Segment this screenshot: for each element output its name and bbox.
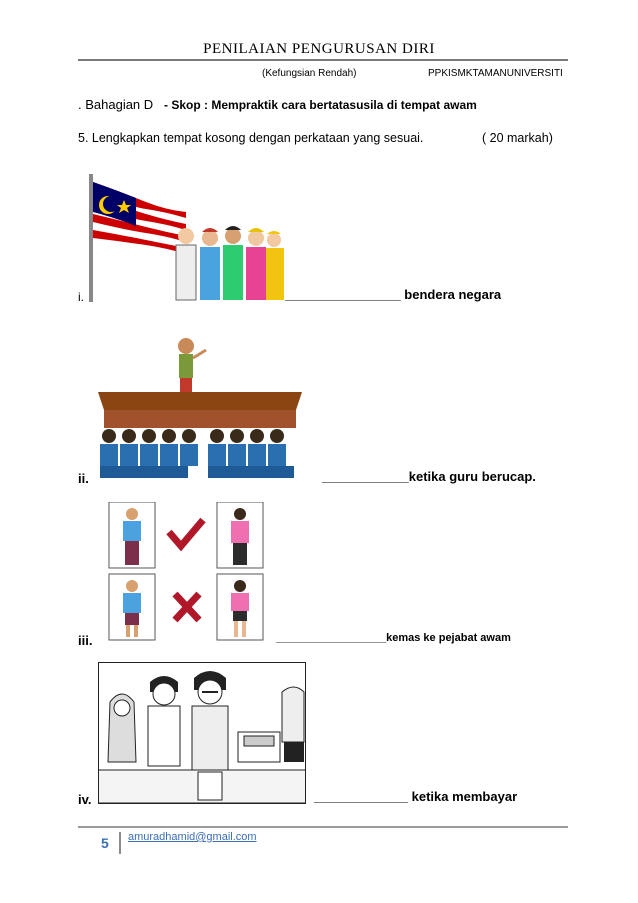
item-ii-answer	[322, 469, 536, 484]
header-divider	[78, 59, 568, 61]
item-i-blank[interactable]: ________________	[285, 287, 401, 302]
cashier-icon	[282, 687, 304, 762]
page-number: 5	[101, 835, 109, 851]
flag-salute-illustration	[86, 172, 288, 302]
item-i-answer	[285, 287, 501, 302]
section-heading	[78, 97, 477, 112]
teacher-icon	[178, 338, 206, 398]
boy-with-glasses-icon	[192, 671, 228, 770]
item-i-label: i.	[78, 290, 84, 304]
item-iii-text: kemas ke pejabat awam	[386, 632, 511, 644]
item-iv-label: iv.	[78, 792, 92, 807]
boy-customer-icon	[148, 676, 180, 766]
header-school: PPKISMKTAMANUNIVERSITI	[428, 68, 563, 79]
footer-separator	[119, 832, 121, 854]
snack-box-icon	[198, 772, 222, 800]
cash-register-icon	[238, 732, 280, 762]
item-iv-answer	[314, 789, 517, 804]
question-text: 5. Lengkapkan tempat kosong dengan perkataan yang sesuai.	[78, 131, 424, 145]
saluting-people-icon	[176, 226, 284, 300]
item-iv-blank[interactable]: _____________	[314, 789, 408, 804]
footer-divider	[78, 826, 568, 828]
email-link[interactable]: amuradhamid@gmail.com	[128, 831, 257, 843]
item-iii-label: iii.	[78, 633, 93, 648]
question-marks: ( 20 markah)	[482, 131, 553, 145]
item-iv-text: ketika membayar	[408, 789, 518, 804]
stage-icon	[98, 392, 302, 428]
item-iii-blank[interactable]: __________________	[276, 632, 387, 644]
check-icon	[169, 520, 203, 546]
item-i-text: bendera negara	[400, 287, 502, 302]
item-ii-text: ketika guru berucap.	[408, 469, 536, 484]
item-ii-blank[interactable]: ____________	[322, 469, 409, 484]
malaysia-flag-icon	[93, 182, 186, 267]
section-skop: - Skop : Mempraktik cara bertatasusila di tempat awam	[164, 98, 477, 112]
teacher-speech-illustration	[96, 332, 302, 480]
header-subtitle: (Kefungsian Rendah)	[262, 68, 357, 79]
cashier-queue-illustration	[98, 662, 306, 804]
item-iii-answer	[276, 632, 511, 644]
page-title: PENILAIAN PENGURUSAN DIRI	[203, 41, 435, 57]
audience-icon	[100, 429, 294, 478]
x-icon	[175, 594, 199, 620]
section-prefix: . Bahagian D	[78, 97, 154, 112]
item-ii-label: ii.	[78, 471, 89, 486]
dress-code-illustration	[107, 502, 267, 642]
hijab-girl-icon	[108, 694, 136, 762]
